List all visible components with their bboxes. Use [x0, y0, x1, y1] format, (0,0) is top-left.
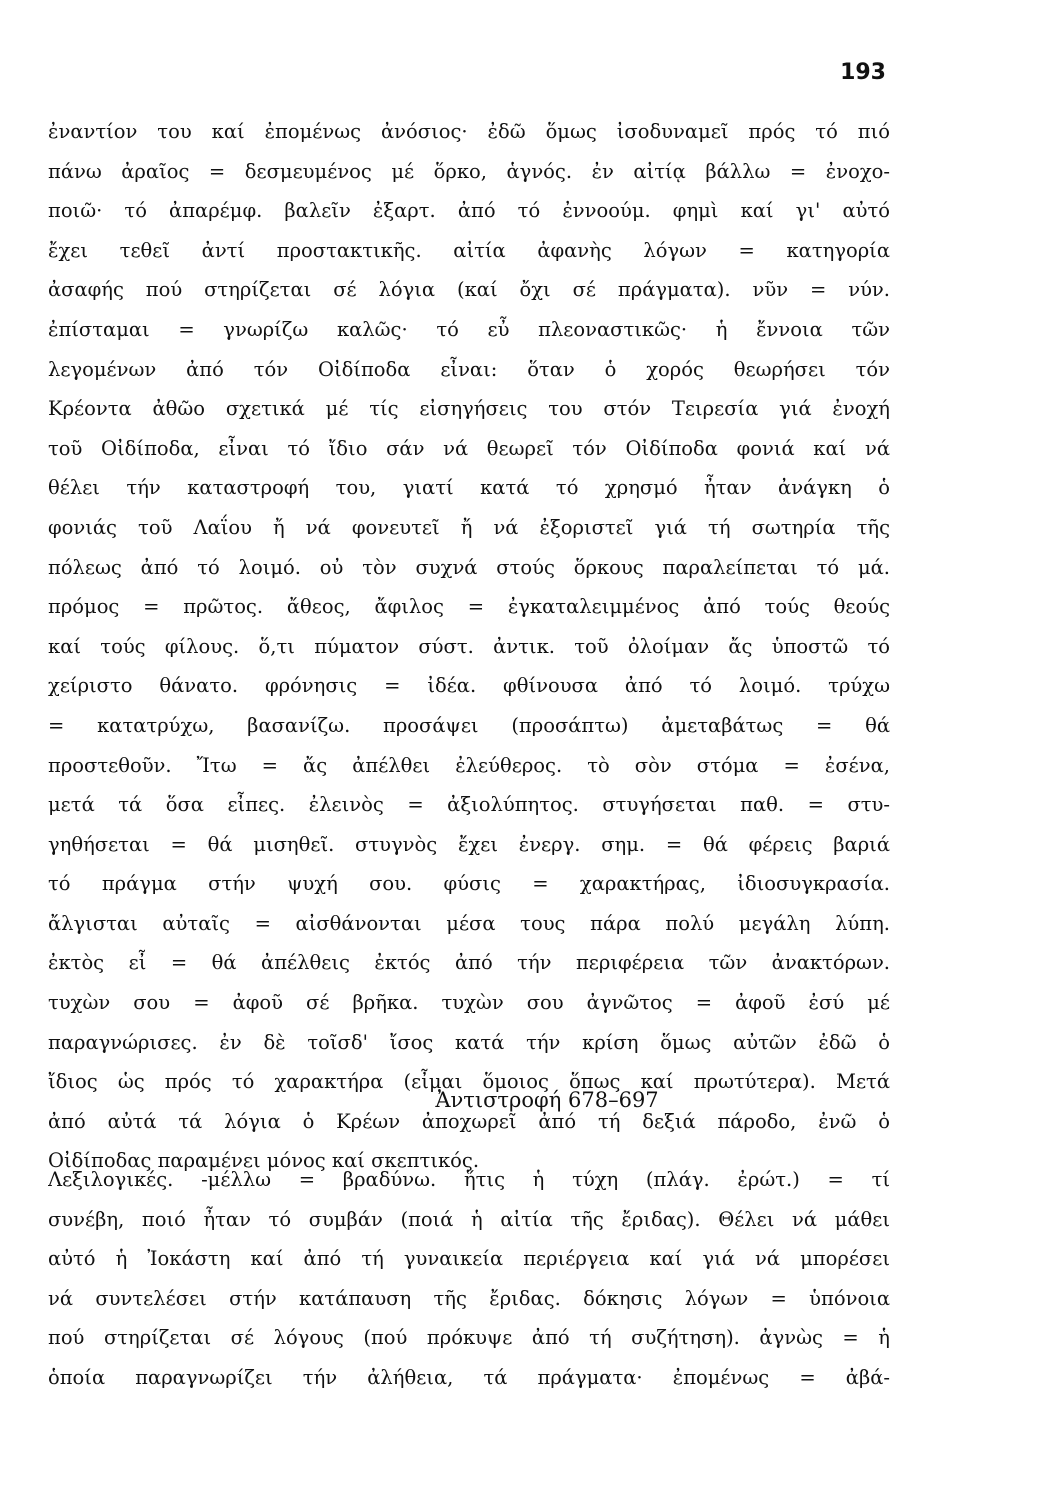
text-line: παραγνώρισες. ἐν δὲ τοῖσδ' ἴσος κατά τήν κρίση ὅμως αὐτῶν ἐδῶ ὁ — [48, 1030, 890, 1054]
text-line: Λεξιλογικές. -μέλλω = βραδύνω. ἥτις ἡ τύχη (πλάγ. ἐρώτ.) = τί — [48, 1168, 890, 1191]
text-line: ποιῶ· τό ἀπαρέμφ. βαλεῖν ἐξαρτ. ἀπό τό ἐννοούμ. φημὶ καί γι' αὐτό — [48, 199, 890, 223]
page-number: 193 — [840, 60, 886, 85]
vocabulary-text-block — [48, 1160, 890, 1398]
text-line: Κρέοντα ἀθῶο σχετικά μέ τίς εἰσηγήσεις του στόν Τειρεσία γιά ἐνοχή — [48, 397, 890, 421]
text-line: ἀσαφής πού στηρίζεται σέ λόγια (καί ὄχι σέ πράγματα). νῦν = νύν. — [48, 278, 890, 302]
text-line: προστεθοῦν. Ἴτω = ἄς ἀπέλθει ἐλεύθερος. τὸ σὸν στόμα = ἐσένα, — [48, 753, 890, 777]
text-line: πού στηρίζεται σέ λόγους (πού πρόκυψε ἀπό τή συζήτηση). ἀγνὼς = ἡ — [48, 1326, 890, 1350]
text-line: πόλεως ἀπό τό λοιμό. οὐ τὸν συχνά στούς ὅρκους παραλείπεται τό μά. — [48, 555, 890, 579]
text-line: θέλει τήν καταστροφή του, γιατί κατά τό χρησμό ἦταν ἀνάγκη ὁ — [48, 476, 890, 500]
text-line: φονιάς τοῦ Λαΐου ἤ νά φονευτεῖ ἤ νά ἐξοριστεῖ γιά τή σωτηρία τῆς — [48, 515, 890, 539]
text-line: ἴδιος ὡς πρός τό χαρακτήρα (εἶμαι ὅμοιος ὅπως καί πρωτύτερα). Μετά — [48, 1070, 890, 1094]
text-line: νά συντελέσει στήν κατάπαυση τῆς ἔριδας. δόκησις λόγων = ὑπόνοια — [48, 1286, 890, 1310]
text-line: Οἰδίποδας παραμένει μόνος καί σκεπτικός. — [48, 1149, 480, 1173]
text-line: πρόμος = πρῶτος. ἄθεος, ἄφιλος = ἐγκαταλειμμένος ἀπό τούς θεούς — [48, 595, 890, 619]
text-line: χείριστο θάνατο. φρόνησις = ἰδέα. φθίνουσα ἀπό τό λοιμό. τρύχω — [48, 674, 890, 698]
text-line: ἔχει τεθεῖ ἀντί προστακτικῆς. αἰτία ἀφανὴς λόγων = κατηγορία — [48, 238, 890, 262]
text-line: συνέβη, ποιό ἦταν τό συμβάν (ποιά ἡ αἰτία τῆς ἔριδας). Θέλει νά μάθει — [48, 1207, 890, 1231]
text-line: ἐναντίον του καί ἐπομένως ἀνόσιος· ἐδῶ ὅμως ἰσοδυναμεῖ πρός τό πιό — [48, 120, 890, 143]
text-line: τοῦ Οἰδίποδα, εἶναι τό ἴδιο σάν νά θεωρεῖ τόν Οἰδίποδα φονιά καί νά — [48, 436, 890, 460]
text-line: γηθήσεται = θά μισηθεῖ. στυγνὸς ἔχει ἐνεργ. σημ. = θά φέρεις βαριά — [48, 832, 890, 856]
text-line: ἐκτὸς εἶ = θά ἀπέλθεις ἐκτός ἀπό τήν περιφέρεια τῶν ἀνακτόρων. — [48, 951, 890, 975]
text-line: καί τούς φίλους. ὅ,τι πύματον σύστ. ἀντικ. τοῦ ὀλοίμαν ἄς ὑποστῶ τό — [48, 634, 890, 658]
text-line: αὐτό ἡ Ἰοκάστη καί ἀπό τή γυναικεία περιέργεια καί γιά νά μπορέσει — [48, 1247, 890, 1271]
text-line: ὁποία παραγνωρίζει τήν ἀλήθεια, τά πράγματα· ἐπομένως = ἀβά- — [48, 1365, 890, 1389]
text-line: = κατατρύχω, βασανίζω. προσάψει (προσάπτω) ἀμεταβάτως = θά — [48, 713, 890, 737]
commentary-text-block — [48, 112, 890, 1181]
text-line: τυχὼν σου = ἀφοῦ σέ βρῆκα. τυχὼν σου ἀγνῶτος = ἀφοῦ ἐσύ μέ — [48, 991, 890, 1015]
text-line: τό πράγμα στήν ψυχή σου. φύσις = χαρακτήρας, ἰδιοσυγκρασία. — [48, 872, 890, 896]
text-line: ἐπίσταμαι = γνωρίζω καλῶς· τό εὖ πλεοναστικῶς· ἡ ἔννοια τῶν — [48, 317, 890, 341]
text-line: ἄλγισται αὐταῖς = αἰσθάνονται μέσα τους πάρα πολύ μεγάλη λύπη. — [48, 911, 890, 935]
section-heading: Ἀντιστροφή 678–697 — [435, 1088, 659, 1112]
text-line: μετά τά ὅσα εἶπες. ἐλεινὸς = ἀξιολύπητος. στυγήσεται παθ. = στυ- — [48, 793, 890, 817]
text-line: λεγομένων ἀπό τόν Οἰδίποδα εἶναι: ὅταν ὁ χορός θεωρήσει τόν — [48, 357, 890, 381]
text-line: ἀπό αὐτά τά λόγια ὁ Κρέων ἀποχωρεῖ ἀπό τή δεξιά πάροδο, ἐνῶ ὁ — [48, 1109, 890, 1133]
text-line: πάνω ἀραῖος = δεσμευμένος μέ ὅρκο, ἁγνός. ἐν αἰτίᾳ βάλλω = ἐνοχο- — [48, 159, 890, 183]
